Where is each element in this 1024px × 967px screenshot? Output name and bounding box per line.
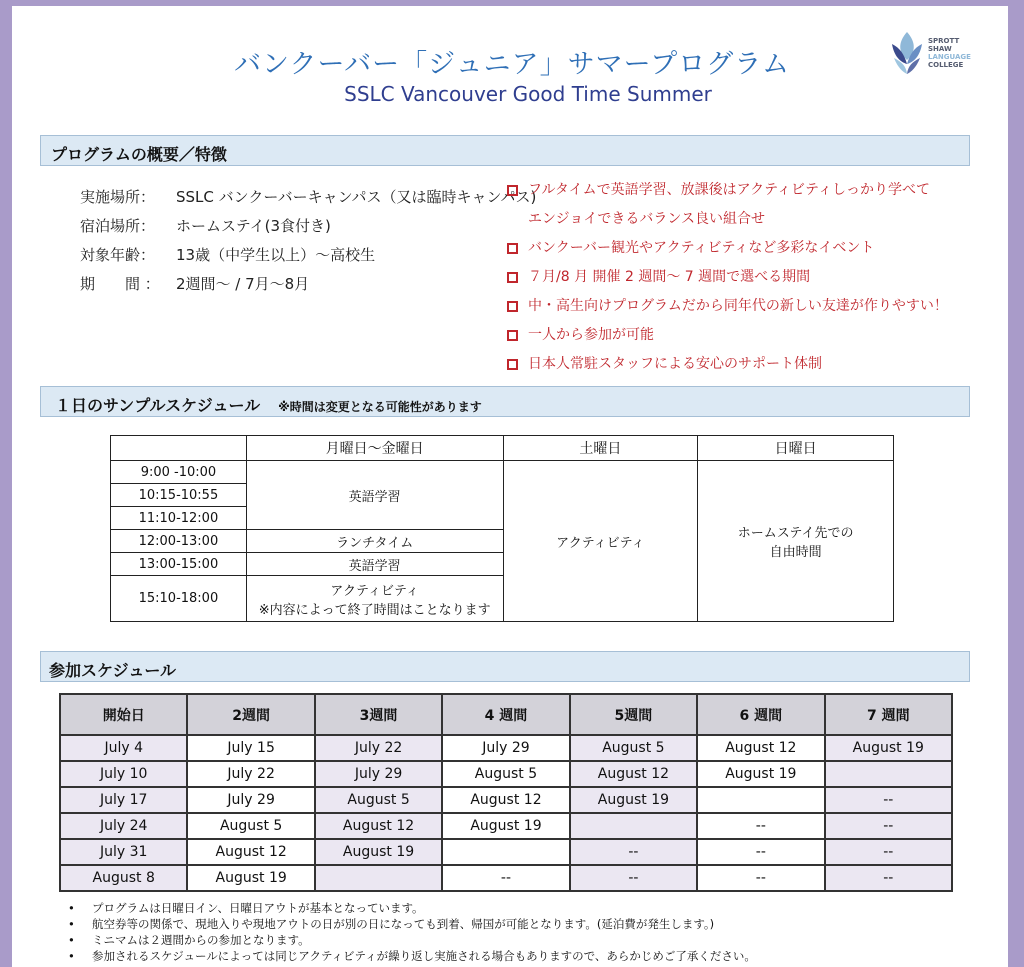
table-row: [60, 865, 952, 891]
table-cell: August 12: [315, 813, 442, 839]
table-cell: [570, 813, 697, 839]
table-row: 12:00-13:00 ランチタイム: [111, 530, 894, 553]
table-cell: July 29: [442, 735, 569, 761]
program-info: [80, 183, 536, 299]
table-cell: [825, 761, 952, 787]
table-row: [60, 813, 952, 839]
table-cell: July 22: [187, 761, 314, 787]
table-cell: --: [825, 839, 952, 865]
note-item: • ミニマムは２週間からの参加となります。: [68, 933, 310, 947]
info-row-age: 対象年齢： 13歳（中学生以上）～高校生: [80, 246, 376, 264]
checkbox-square-icon: [507, 359, 518, 370]
table-cell: July 29: [315, 761, 442, 787]
info-row-location: 実施場所： SSLC バンクーバーキャンパス（又は臨時キャンパス): [80, 188, 537, 206]
feature-list: [507, 176, 948, 379]
section-heading-sample: １日のサンプルスケジュール ※時間は変更となる可能性があります: [40, 386, 970, 417]
table-cell: July 24: [60, 813, 187, 839]
table-cell: August 5: [442, 761, 569, 787]
table-cell: [442, 839, 569, 865]
page-subtitle: SSLC Vancouver Good Time Summer: [344, 82, 712, 106]
note-item: • 参加されるスケジュールによっては同じアクティビティが繰り返し実施される場合もありますので、あらかじめご了承ください。: [68, 949, 756, 963]
table-cell: --: [825, 865, 952, 891]
info-row-accommodation: 宿泊場所： ホームステイ(3食付き): [80, 217, 331, 235]
info-row-period: 期 間 ： 2週間～ / 7月～8月: [80, 275, 310, 293]
checkbox-square-icon: [507, 272, 518, 283]
table-cell: August 19: [442, 813, 569, 839]
feature-item-continued: エンジョイできるバランス良い組合せ: [528, 211, 765, 227]
table-row: 11:10-12:00: [111, 507, 894, 530]
table-cell: August 19: [570, 787, 697, 813]
table-cell: [697, 787, 824, 813]
table-row: [60, 735, 952, 761]
table-cell: July 22: [315, 735, 442, 761]
table-cell: July 15: [187, 735, 314, 761]
table-cell: August 19: [187, 865, 314, 891]
table-cell: August 19: [697, 761, 824, 787]
table-cell: --: [825, 813, 952, 839]
feature-item: 一人から参加が可能: [507, 321, 948, 350]
table-cell: July 31: [60, 839, 187, 865]
table-row: 9:00 -10:00 英語学習 アクティビティ ホームステイ先での 自由時間: [111, 461, 894, 484]
table-cell: July 17: [60, 787, 187, 813]
feature-item: バンクーバー観光やアクティビティなど多彩なイベント: [507, 234, 948, 263]
table-cell: --: [697, 839, 824, 865]
feature-item: ７月/8 月 開催 2 週間～ 7 週間で選べる期間: [507, 263, 948, 292]
table-cell: July 10: [60, 761, 187, 787]
table-cell: --: [442, 865, 569, 891]
checkbox-square-icon: [507, 243, 518, 254]
table-cell: --: [697, 865, 824, 891]
leaf-logo-icon: [890, 30, 924, 76]
table-cell: --: [697, 813, 824, 839]
feature-item: 中・高生向けプログラムだから同年代の新しい友達が作りやすい！: [507, 292, 948, 321]
logo-text: SPROTT SHAW LANGUAGE COLLEGE: [928, 37, 971, 69]
checkbox-square-icon: [507, 301, 518, 312]
table-row: 10:15-10:55: [111, 484, 894, 507]
table-cell: August 12: [570, 761, 697, 787]
table-header-row: 開始日 2週間 3週間 4 週間 5週間 6 週間 7 週間: [60, 694, 952, 735]
table-cell: August 5: [570, 735, 697, 761]
table-row: 13:00-15:00 英語学習: [111, 553, 894, 576]
participation-table: [59, 693, 953, 892]
table-cell: August 5: [187, 813, 314, 839]
table-row: [60, 761, 952, 787]
sample-schedule-table: [110, 435, 894, 622]
table-row: 15:10-18:00 アクティビティ ※内容によって終了時間はことなります: [111, 576, 894, 622]
note-item: • プログラムは日曜日イン、日曜日アウトが基本となっています。: [68, 901, 424, 915]
notes-list: [68, 900, 756, 964]
college-logo: [890, 30, 971, 76]
checkbox-square-icon: [507, 330, 518, 341]
table-cell: August 19: [315, 839, 442, 865]
section-heading-overview: プログラムの概要／特徴: [40, 135, 970, 166]
checkbox-square-icon: [507, 185, 518, 196]
table-cell: --: [570, 839, 697, 865]
table-header-row: 月曜日～金曜日 土曜日 日曜日: [111, 436, 894, 461]
note-item: • 航空券等の関係で、現地入りや現地アウトの日が別の日になっても到着、帰国が可能となります。(延泊費が発生します。): [68, 917, 715, 931]
page-title: バンクーバー「ジュニア」サマープログラム: [234, 49, 790, 80]
table-cell: [315, 865, 442, 891]
table-cell: August 12: [442, 787, 569, 813]
feature-item: フルタイムで英語学習、放課後はアクティビティしっかり学べて: [507, 176, 948, 205]
table-row: [60, 787, 952, 813]
table-row: [60, 839, 952, 865]
table-cell: August 19: [825, 735, 952, 761]
table-cell: --: [825, 787, 952, 813]
table-cell: August 8: [60, 865, 187, 891]
table-cell: July 29: [187, 787, 314, 813]
feature-item: 日本人常駐スタッフによる安心のサポート体制: [507, 350, 948, 379]
table-cell: August 12: [697, 735, 824, 761]
table-cell: --: [570, 865, 697, 891]
table-cell: August 5: [315, 787, 442, 813]
section-heading-participation: 参加スケジュール: [40, 651, 970, 682]
table-cell: July 4: [60, 735, 187, 761]
table-cell: August 12: [187, 839, 314, 865]
